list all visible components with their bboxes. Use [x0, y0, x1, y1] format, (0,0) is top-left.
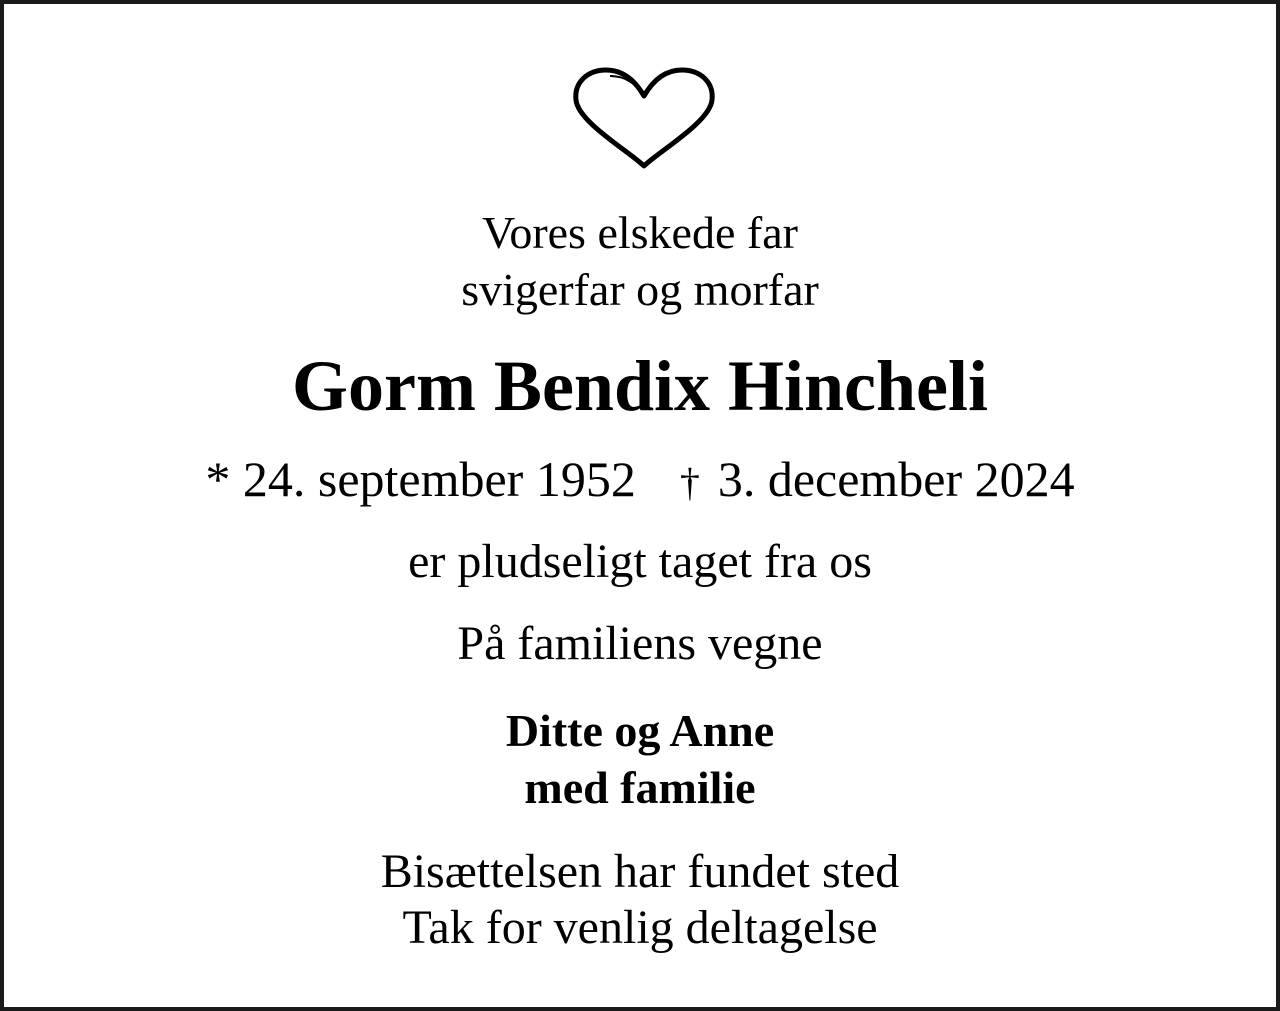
- deceased-name: Gorm Bendix Hincheli: [291, 346, 989, 426]
- closing-line-2: Tak for venlig deltagelse: [402, 901, 878, 954]
- closing-line-1: Bisættelsen har fundet sted: [380, 845, 900, 898]
- birth-symbol: *: [205, 451, 231, 507]
- death-cross-icon: †: [679, 460, 700, 505]
- heart-icon: [570, 66, 718, 174]
- family-line-2: med familie: [524, 762, 756, 813]
- dates-line: [4, 451, 1276, 507]
- message-line: er pludseligt taget fra os: [408, 535, 872, 588]
- birth-date: 24. september 1952: [242, 451, 636, 507]
- intro-line-1: Vores elskede far: [482, 207, 798, 258]
- family-line-1: Ditte og Anne: [505, 705, 775, 756]
- intro-line-2: svigerfar og morfar: [461, 264, 819, 315]
- death-date: 3. december 2024: [717, 451, 1075, 507]
- on-behalf-line: På familiens vegne: [457, 617, 823, 670]
